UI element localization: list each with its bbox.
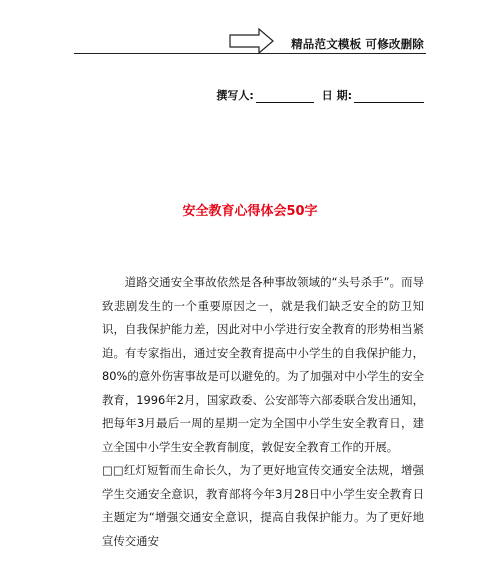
document-title: 安全教育心得体会50字: [182, 204, 318, 219]
body-paragraph: 道路交通安全事故依然是各种事故领域的“头号杀手”。而导致悲剧发生的一个重要原因之一，就是我们缺乏安全的防卫知识，自我保护能力差，因此对中小学进行安全教育的形势相当紧迫。有专家指出，通过安全教育提高中小学生的自我保护能力，80%的意外伤害事故是可以避免的。为了加强对中小学生的安全教育，1996年2月，国家政委、公安部等六部委联合发出通知，把每年3月最后一周的星期一定为全国中小学生安全教育日，建立全国中小学生安全教育制度，敦促安全教育工作的开展。: [102, 275, 424, 454]
body-paragraph: □□红灯短暂而生命长久，为了更好地宣传交通安全法规，增强学生交通安全意识，教育部将今年3月28日中小学生安全教育日主题定为“增强交通安全意识，提高自我保护能力。为了更好地宣传交通安: [102, 463, 424, 548]
author-blank: [256, 91, 314, 103]
date-label: 日 期:: [321, 89, 352, 102]
header-divider: [74, 53, 426, 54]
arrow-right-icon: [229, 28, 275, 54]
header-caption: 精品范文模板 可修改删除: [291, 37, 424, 51]
date-blank: [354, 91, 424, 103]
document-body: [102, 271, 424, 553]
author-label: 撰写人:: [216, 89, 254, 102]
author-date-line: [216, 87, 426, 103]
page-header: [74, 28, 426, 56]
